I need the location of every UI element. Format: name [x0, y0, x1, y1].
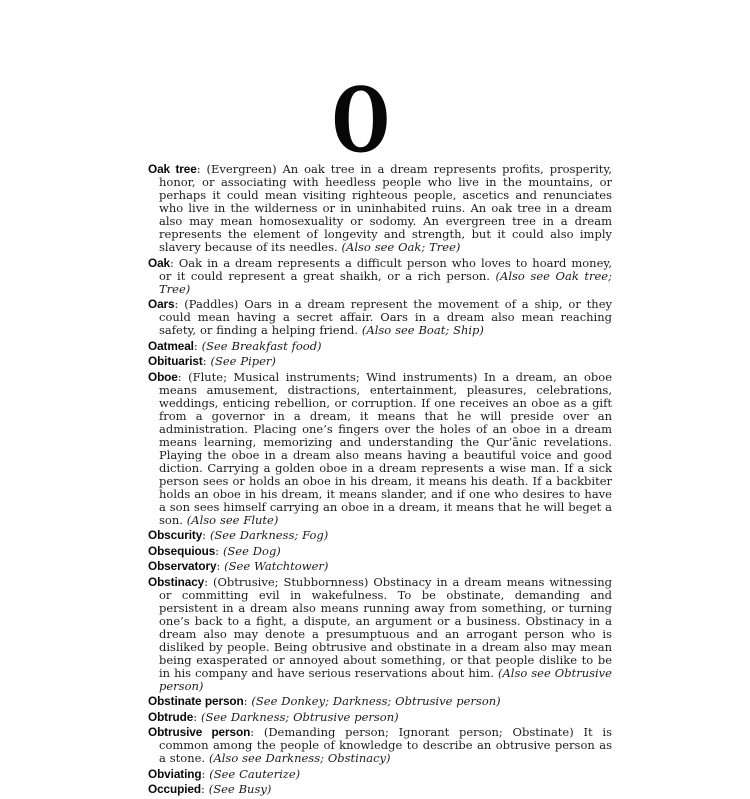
entry: [148, 257, 612, 296]
entry-text: Oak in a dream represents a difficult person who loves to hoard money, or it could represent a great shaikh, or a rich person.: [159, 255, 613, 283]
entry-term: Oboe: [148, 369, 178, 384]
entry: [148, 355, 612, 368]
cross-reference: (See Donkey; Darkness; Obtrusive person): [251, 694, 501, 708]
entry-term: Oak tree: [148, 162, 197, 176]
entry-text: (Paddles) Oars in a dream represent the movement of a ship, or they could mean having a secret affair. Oars in a dream also mean reaching safety, or finding a helping friend.: [159, 297, 613, 337]
entry-body: [210, 528, 328, 542]
entry-term: Obstinacy: [148, 574, 205, 589]
entry-body: [209, 767, 300, 781]
entry-separator: :: [196, 162, 207, 176]
entry-body: [224, 559, 328, 573]
entry: [148, 711, 612, 724]
entry-body: [159, 370, 612, 527]
entry: [148, 298, 612, 337]
entry-body: [159, 162, 612, 254]
section-letter-glyph: O: [332, 67, 390, 172]
entry-body: [209, 782, 272, 796]
entry-term: Observatory: [148, 559, 217, 573]
entry-separator: :: [204, 574, 213, 589]
entry-text: (Flute; Musical instruments; Wind instruments) In a dream, an oboe means amusement, distractions, entertainment, pleasures, celebrations, weddings, enticing rebellion, or corruption. If one receives an oboe as a gift from a governor in a dream, it means that he will preside over an administration. Placing one’s fingers over the holes of an oboe in a dream means learning, memorizing and understanding the Qur’ānic revelations. Playing the oboe in a dream also means having a beautiful voice and good diction. Carrying a golden oboe in a dream represents a wise man. If a sick person sees or holds an oboe in his dream, it means his death. If a backbiter holds an oboe in his dream, it means slander, and if one who desires to have a son sees himself carrying an oboe in a dream, it means that he will beget a son.: [159, 369, 613, 527]
entry-body: [223, 544, 281, 558]
entry-separator: :: [201, 766, 210, 781]
entry: [148, 545, 612, 558]
entry-separator: :: [216, 559, 225, 573]
entry-body: [210, 354, 275, 368]
cross-reference: (See Watchtower): [224, 559, 329, 573]
entry-separator: :: [202, 354, 211, 368]
cross-reference: (See Cauterize): [209, 766, 301, 781]
entry-term: Obviating: [148, 766, 202, 781]
entry-body: [202, 339, 322, 353]
entry: [148, 163, 612, 254]
entry-separator: :: [177, 369, 189, 384]
entry: [148, 768, 612, 781]
entry-body: [159, 575, 612, 693]
entry-separator: :: [193, 709, 201, 724]
entry-body: [201, 710, 399, 724]
entry-body: [251, 694, 500, 708]
cross-reference: (See Piper): [210, 354, 276, 368]
cross-reference: (See Dog): [222, 543, 281, 558]
cross-reference: (Also see Boat; Ship): [361, 323, 484, 337]
entry-separator: :: [250, 725, 264, 739]
entry-term: Oak: [148, 255, 170, 270]
entry-separator: :: [215, 543, 223, 558]
cross-reference: (Also see Flute): [186, 512, 279, 527]
entry-term: Obtrusive person: [148, 725, 251, 739]
entry-separator: :: [170, 255, 179, 270]
entry-separator: :: [200, 782, 209, 796]
cross-reference: (See Darkness; Fog): [209, 528, 329, 542]
cross-reference: (Also see Obtrusive person): [159, 665, 612, 693]
entry: [148, 560, 612, 573]
entry-body: [159, 256, 612, 296]
entry: [148, 529, 612, 542]
entries-list: [148, 163, 612, 799]
entry: [148, 726, 612, 765]
entry: [148, 695, 612, 708]
entry-text: (Evergreen) An oak tree in a dream represents profits, prosperity, honor, or associating with heedless people who live in the mountains, or perhaps it could mean visiting righteous people, ascetics and renunciates who live in the wilderness or in uninhabited ruins. An oak tree in a dream also may mean homosexuality or sodomy. An evergreen tree in a dream represents the element of longevity and strength, but it could also imply slavery because of its needles.: [159, 162, 612, 254]
entry-term: Obsequious: [148, 543, 216, 558]
cross-reference: (Also see Darkness; Obstinacy): [208, 751, 391, 765]
entry-term: Obstinate person: [148, 694, 244, 708]
entry-term: Obscurity: [148, 528, 203, 542]
cross-reference: (See Darkness; Obtrusive person): [200, 709, 399, 724]
entry-term: Oatmeal: [148, 338, 194, 353]
cross-reference: (See Breakfast food): [201, 338, 322, 353]
entry: [148, 576, 612, 693]
entry: [148, 783, 612, 796]
entry: [148, 371, 612, 527]
cross-reference: (Also see Oak; Tree): [341, 240, 461, 254]
entry-term: Obtrude: [148, 709, 194, 724]
entry-term: Occupied: [148, 782, 201, 796]
entry: [148, 340, 612, 353]
cross-reference: (Also see Oak tree; Tree): [159, 268, 612, 296]
cross-reference: (See Busy): [208, 782, 272, 796]
entry-separator: :: [202, 528, 210, 542]
entry-text: (Obtrusive; Stubbornness) Obstinacy in a dream means witnessing or committing evil in wakefulness. To be obstinate, demanding and persistent in a dream also means running away from something, or turning one’s back to a fight, a dispute, an argument or a business. Obstinacy in a dream also may denote a presumptuous and an arrogant person who is disliked by people. Being obtrusive and obstinate in a dream also may mean being exasperated or annoyed about something, or that people dislike to be in his company and have serious reservations about him.: [159, 574, 612, 680]
entry-term: Obituarist: [148, 354, 203, 368]
entry-text: (Demanding person; Ignorant person; Obstinate) It is common among the people of knowledge to describe an obtrusive person as a stone.: [159, 725, 612, 765]
entry-separator: :: [243, 694, 252, 708]
entry-separator: :: [193, 338, 202, 353]
entry-term: Oars: [148, 297, 175, 311]
entry-body: [159, 297, 612, 337]
entry-separator: :: [174, 297, 185, 311]
